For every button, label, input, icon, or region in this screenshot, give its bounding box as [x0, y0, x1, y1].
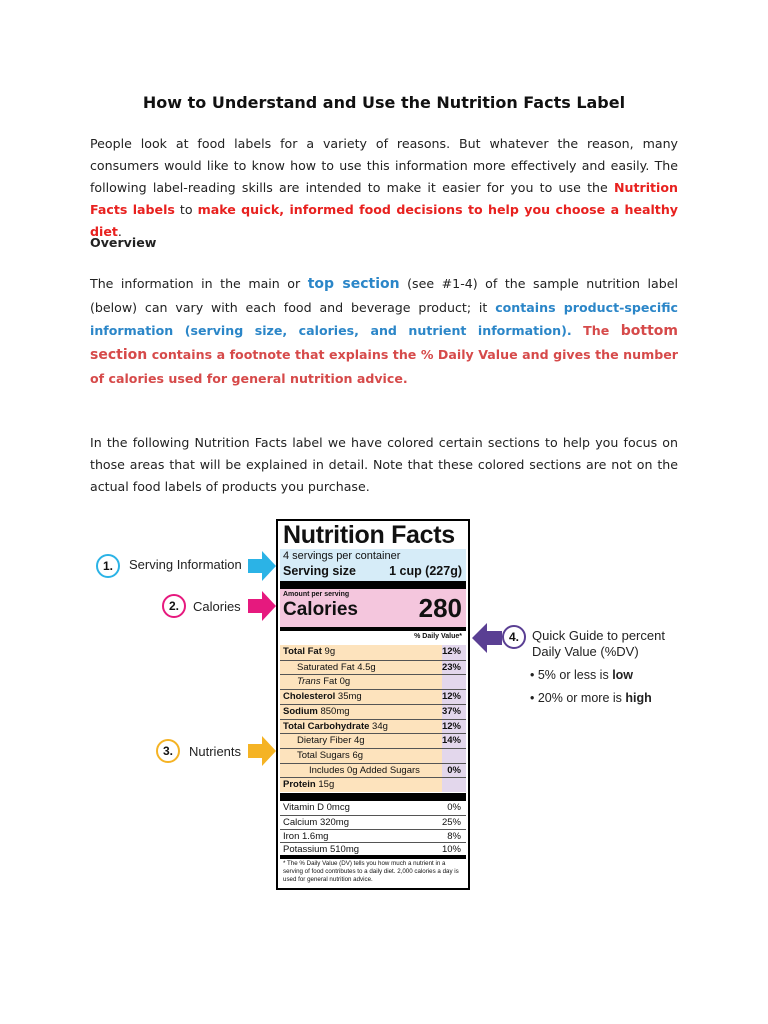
annotation-4-text-line1: Quick Guide to percent	[532, 628, 665, 643]
calories-value: 280	[418, 593, 462, 623]
nutrient-name: Saturated Fat 4.5g	[297, 661, 376, 673]
bullet-low: • 5% or less is low	[530, 668, 634, 682]
nutrient-row	[280, 763, 466, 779]
vitamin-name: Iron 1.6mg	[283, 830, 329, 842]
contains-info-highlight: contains product-specific information (serving size, calories, and nutrient information).	[90, 300, 678, 338]
nutrient-name: Trans Fat 0g	[297, 676, 351, 688]
nutrient-row	[280, 689, 466, 705]
nutrient-row	[280, 674, 466, 690]
footnote-explanation: contains a footnote that explains the % Daily Value and gives the number of calories used for general nutrition advice.	[90, 347, 678, 386]
overview-heading: Overview	[90, 235, 157, 250]
annotation-3-circle: 3.	[156, 739, 180, 763]
nutrient-name: Total Sugars 6g	[297, 749, 364, 761]
footnote-divider	[280, 855, 466, 859]
overview-paragraph: The information in the main or top section (see #1-4) of the sample nutrition label (below) can vary with each food and beverage product; it contains product-specific information (serving size, calories, and nutrient information). The bottom section contains a footnote that explains the % Daily Value and gives the number of calories used for general nutrition advice.	[90, 276, 678, 386]
healthy-diet-link[interactable]: make quick, informed food decisions to help you choose a healthy diet	[90, 202, 678, 239]
nutrient-dv: 23%	[441, 661, 461, 673]
vitamin-row	[280, 815, 466, 830]
nutrient-dv: 12%	[441, 691, 461, 703]
nutrient-name: Protein 15g	[283, 779, 335, 791]
nutrient-dv: 12%	[441, 646, 461, 657]
colored-sections-paragraph: In the following Nutrition Facts label we have colored certain sections to help you focus on those areas that will be explained in detail. Note that these colored sections are not on the actual food labels of products you purchase.	[90, 435, 678, 494]
serving-size-label: Serving size	[283, 564, 356, 578]
annotation-4-text-line2: Daily Value (%DV)	[532, 644, 639, 659]
bullet-high: • 20% or more is high	[530, 691, 652, 705]
label-title: Nutrition Facts	[283, 521, 455, 549]
calories-label: Calories	[283, 599, 358, 620]
nutrient-row	[280, 660, 466, 676]
yellow-arrow-icon	[248, 736, 276, 766]
annotation-2-text: Calories	[193, 599, 241, 614]
annotation-3-text: Nutrients	[189, 744, 242, 759]
nutrient-name: Includes 0g Added Sugars	[309, 764, 420, 776]
nutrient-row	[280, 704, 466, 720]
nutrient-name: Total Carbohydrate 34g	[283, 720, 388, 732]
purple-arrow-icon	[472, 623, 502, 653]
page-title: How to Understand and Use the Nutrition Facts Label	[142, 93, 626, 112]
nutrient-dv: 0%	[447, 764, 461, 776]
thick-divider-2	[280, 793, 466, 801]
nutrition-facts-link[interactable]: Nutrition Facts labels	[90, 180, 678, 217]
annotation-1-text: Serving Information	[129, 557, 242, 572]
nutrient-name: Sodium 850mg	[283, 705, 350, 717]
thick-divider	[280, 581, 466, 589]
nutrient-name: Cholesterol 35mg	[283, 691, 362, 703]
nutrient-dv: 12%	[441, 720, 461, 732]
servings-per-container: 4 servings per container	[283, 550, 401, 562]
blue-arrow-icon	[248, 551, 276, 581]
nutrient-name: Dietary Fiber 4g	[297, 735, 365, 747]
annotation-4-circle: 4.	[502, 625, 526, 649]
nutrient-row	[280, 645, 466, 660]
nutrition-facts-label	[276, 519, 470, 890]
vitamin-name: Potassium 510mg	[283, 844, 360, 856]
nutrient-row	[280, 733, 466, 749]
top-section-highlight: top section	[307, 276, 400, 292]
nutrient-row	[280, 777, 466, 793]
vitamin-dv: 10%	[441, 844, 461, 856]
bottom-section-highlight: bottom section	[90, 323, 678, 363]
vitamin-name: Vitamin D 0mcg	[283, 802, 350, 813]
vitamin-dv: 25%	[441, 816, 461, 828]
amount-per-serving: Amount per serving	[283, 591, 350, 598]
nutrient-dv: 37%	[441, 705, 461, 717]
medium-divider	[280, 627, 466, 631]
vitamin-name: Calcium 320mg	[283, 816, 349, 828]
label-footnote: * The % Daily Value (DV) tells you how much a nutrient in a serving of food contributes to a daily diet. 2,000 calories a day is used for general nutrition advice.	[283, 860, 459, 883]
annotation-2-circle: 2.	[162, 594, 186, 618]
intro-paragraph: People look at food labels for a variety of reasons. But whatever the reason, many consumers would like to know how to use this information more effectively and easily. The following label-reading skills are intended to make it easier for you to use the Nutrition Facts labels to make quick, informed food decisions to help you choose a healthy diet.	[90, 136, 678, 239]
vitamin-dv: 8%	[447, 830, 461, 842]
nutrient-row	[280, 719, 466, 735]
annotation-1-circle: 1.	[96, 554, 120, 578]
serving-size-value: 1 cup (227g)	[389, 564, 462, 578]
pink-arrow-icon	[248, 591, 276, 621]
vitamin-row	[280, 829, 466, 844]
daily-value-header: % Daily Value*	[414, 633, 462, 640]
vitamin-dv: 0%	[447, 802, 461, 813]
nutrient-name: Total Fat 9g	[283, 646, 336, 657]
nutrient-row	[280, 748, 466, 764]
vitamin-row	[280, 801, 466, 815]
nutrient-dv: 14%	[441, 735, 461, 747]
